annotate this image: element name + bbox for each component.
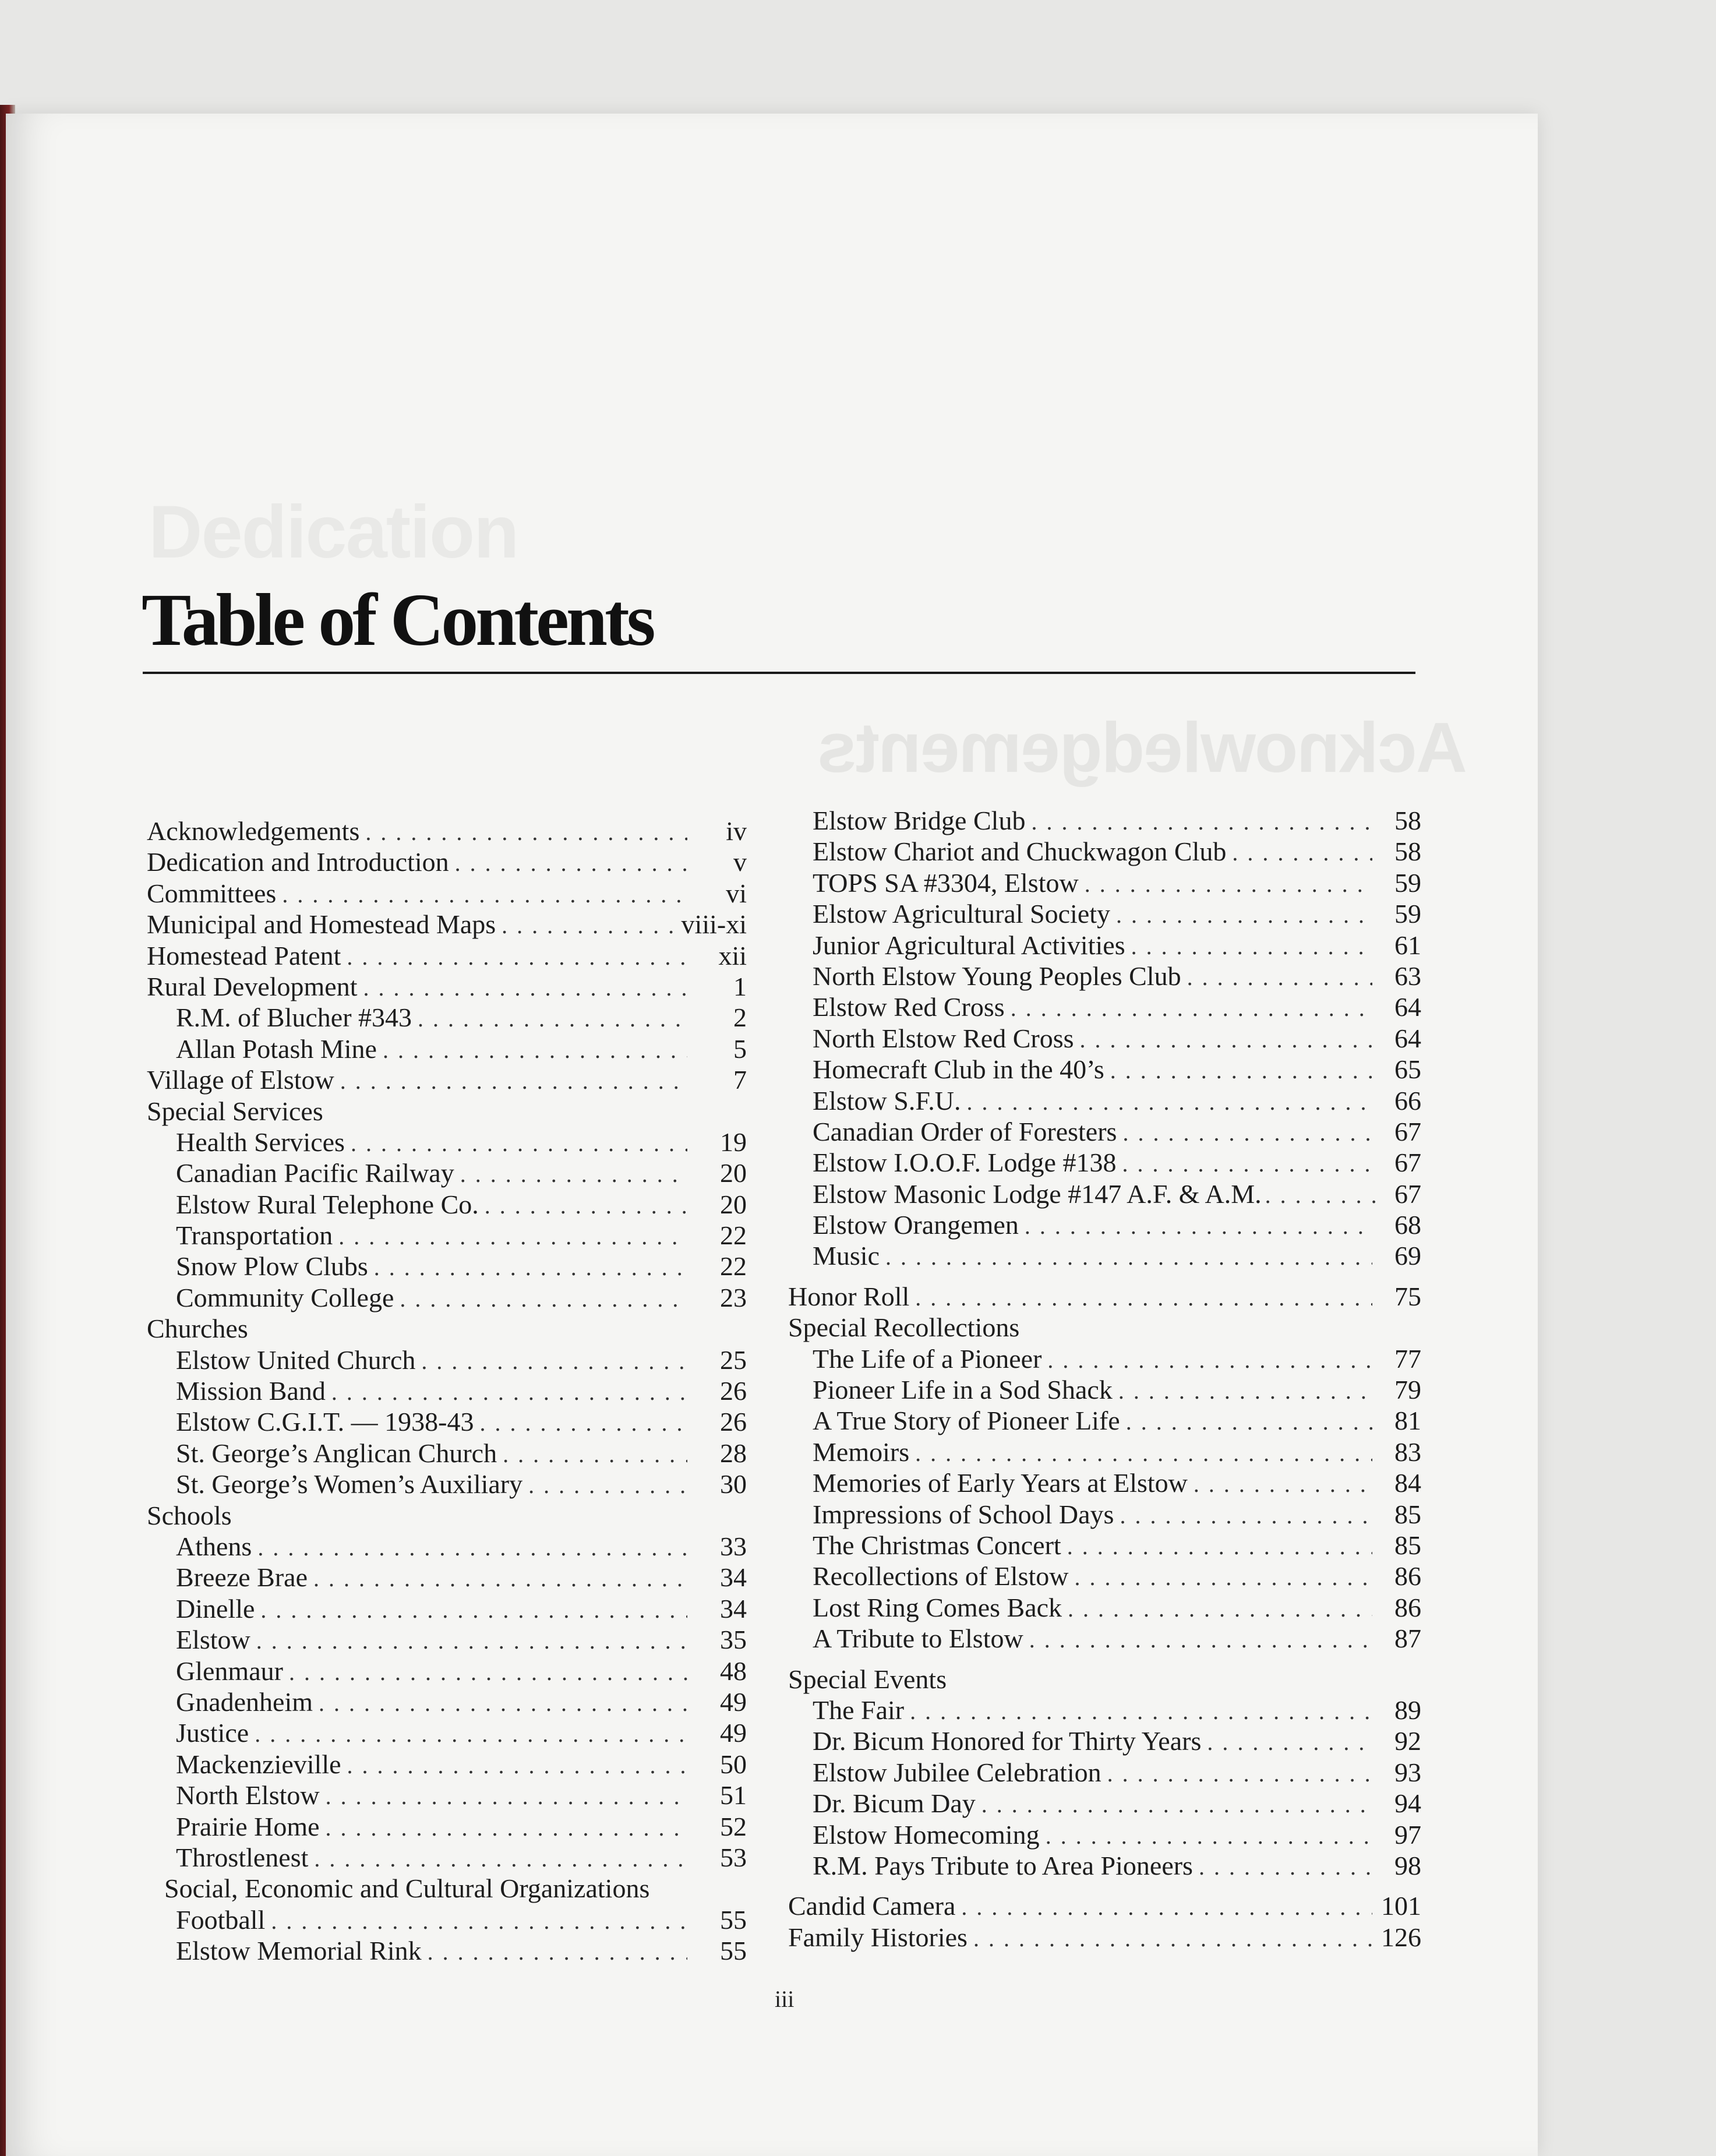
toc-entry: TOPS SA #3304, Elstow . . . 59 [813,867,1421,898]
toc-entry: Elstow Jubilee Celebration . . . 93 [813,1757,1421,1788]
toc-entry: A Tribute to Elstow . . . 87 [813,1623,1421,1654]
toc-section-heading: Social, Economic and Cultural Organizations [164,1873,650,1904]
toc-entry: Elstow Memorial Rink . . . 55 [147,1935,747,1966]
toc-entry: Committees . . . vi [147,878,747,909]
toc-entry: Breeze Brae . . . 34 [147,1562,747,1593]
toc-entry: Memories of Early Years at Elstow . . . 84 [813,1467,1421,1498]
toc-entry: Pioneer Life in a Sod Shack . . . 79 [813,1374,1421,1405]
toc-entry: Dedication and Introduction . . . v [147,846,747,877]
toc-entry: Football . . . 55 [147,1904,747,1935]
toc-entry: Allan Potash Mine . . . 5 [147,1033,747,1064]
toc-entry: Acknowledgements . . . iv [147,816,747,846]
toc-entry: Homecraft Club in the 40’s . . . 65 [813,1054,1421,1085]
toc-entry: Health Services . . . 19 [147,1127,747,1158]
toc-entry: Prairie Home . . . 52 [147,1811,747,1842]
toc-entry: St. George’s Anglican Church . . . 28 [147,1438,747,1469]
toc-entry: R.M. of Blucher #343 . . . 2 [147,1002,747,1033]
toc-entry: Junior Agricultural Activities . . . 61 [813,930,1421,961]
toc-entry: Family Histories . . . 126 [788,1922,1421,1953]
toc-entry: Elstow Homecoming . . . 97 [813,1819,1421,1850]
page-title: Table of Contents [142,578,653,661]
toc-section-heading: Schools [147,1500,232,1530]
toc-entry: St. George’s Women’s Auxiliary . . . 30 [147,1469,747,1499]
toc-entry: The Christmas Concert . . . 85 [813,1530,1421,1561]
toc-entry: R.M. Pays Tribute to Area Pioneers . . . 98 [813,1850,1421,1881]
toc-section-heading: Special Events [788,1664,947,1694]
toc-entry: Municipal and Homestead Maps . . . viii-xi [147,909,747,940]
toc-entry: Dr. Bicum Day . . . 94 [813,1788,1421,1819]
title-rule [143,672,1415,674]
toc-entry: Mackenzieville . . . 50 [147,1749,747,1780]
toc-entry: Elstow S.F.U. . . . 66 [813,1085,1421,1116]
toc-section-heading: Churches [147,1314,248,1344]
toc-entry: Candid Camera . . . 101 [788,1890,1421,1921]
toc-entry: Elstow Agricultural Society . . . 59 [813,898,1421,929]
toc-entry: Impressions of School Days . . . 85 [813,1499,1421,1530]
toc-entry: Elstow United Church . . . 25 [147,1345,747,1375]
toc-entry: Elstow Chariot and Chuckwagon Club . . . 58 [813,836,1421,867]
toc-entry: North Elstow . . . 51 [147,1780,747,1811]
toc-entry: Elstow Bridge Club . . . 58 [813,805,1421,836]
toc-entry: Gnadenheim . . . 49 [147,1686,747,1717]
toc-section-heading: Special Services [147,1096,323,1126]
toc-entry: Elstow Rural Telephone Co. . . . 20 [147,1189,747,1220]
toc-entry: Elstow Masonic Lodge #147 A.F. & A.M. . . . 67 [813,1178,1421,1209]
toc-entry: Transportation . . . 22 [147,1220,747,1251]
toc-entry: Elstow Red Cross . . . 64 [813,991,1421,1022]
toc-entry: Canadian Order of Foresters . . . 67 [813,1116,1421,1147]
toc-entry: Glenmaur . . . 48 [147,1656,747,1686]
toc-entry: Elstow I.O.O.F. Lodge #138 . . . 67 [813,1147,1421,1178]
toc-entry: Elstow Orangemen . . . 68 [813,1209,1421,1240]
toc-entry: Community College . . . 23 [147,1282,747,1313]
toc-entry: Dinelle . . . 34 [147,1593,747,1624]
toc-entry: Recollections of Elstow . . . 86 [813,1561,1421,1592]
toc-entry: Village of Elstow . . . 7 [147,1064,747,1095]
toc-entry: A True Story of Pioneer Life . . . 81 [813,1405,1421,1436]
toc-entry: Snow Plow Clubs . . . 22 [147,1251,747,1282]
toc-entry: North Elstow Red Cross . . . 64 [813,1023,1421,1054]
page-number: iii [775,1986,795,2012]
toc-entry: Elstow C.G.I.T. — 1938-43 . . . 26 [147,1406,747,1437]
toc-entry: Dr. Bicum Honored for Thirty Years . . . 92 [813,1725,1421,1756]
toc-entry: Rural Development . . . 1 [147,971,747,1002]
toc-entry: Throstlenest . . . 53 [147,1842,747,1873]
bleed-through-dedication: Dedication [149,491,518,574]
toc-column-left [147,816,747,1966]
toc-entry: Homestead Patent . . . xii [147,940,747,971]
toc-entry: The Life of a Pioneer . . . 77 [813,1343,1421,1374]
toc-entry: Elstow . . . 35 [147,1624,747,1655]
bleed-through-acknowledgements: Acknowledgements [818,708,1467,787]
toc-entry: North Elstow Young Peoples Club . . . 63 [813,961,1421,991]
toc-entry: Lost Ring Comes Back . . . 86 [813,1592,1421,1623]
toc-entry: Mission Band . . . 26 [147,1375,747,1406]
toc-entry: The Fair . . . 89 [813,1695,1421,1725]
toc-entry: Memoirs . . . 83 [813,1437,1421,1467]
toc-entry: Canadian Pacific Railway . . . 20 [147,1158,747,1188]
toc-entry: Justice . . . 49 [147,1717,747,1748]
toc-entry: Honor Roll . . . 75 [788,1281,1421,1312]
toc-entry: Music . . . 69 [813,1240,1421,1271]
toc-section-heading: Special Recollections [788,1312,1020,1343]
toc-column-right [788,805,1421,1953]
toc-entry: Athens . . . 33 [147,1531,747,1562]
